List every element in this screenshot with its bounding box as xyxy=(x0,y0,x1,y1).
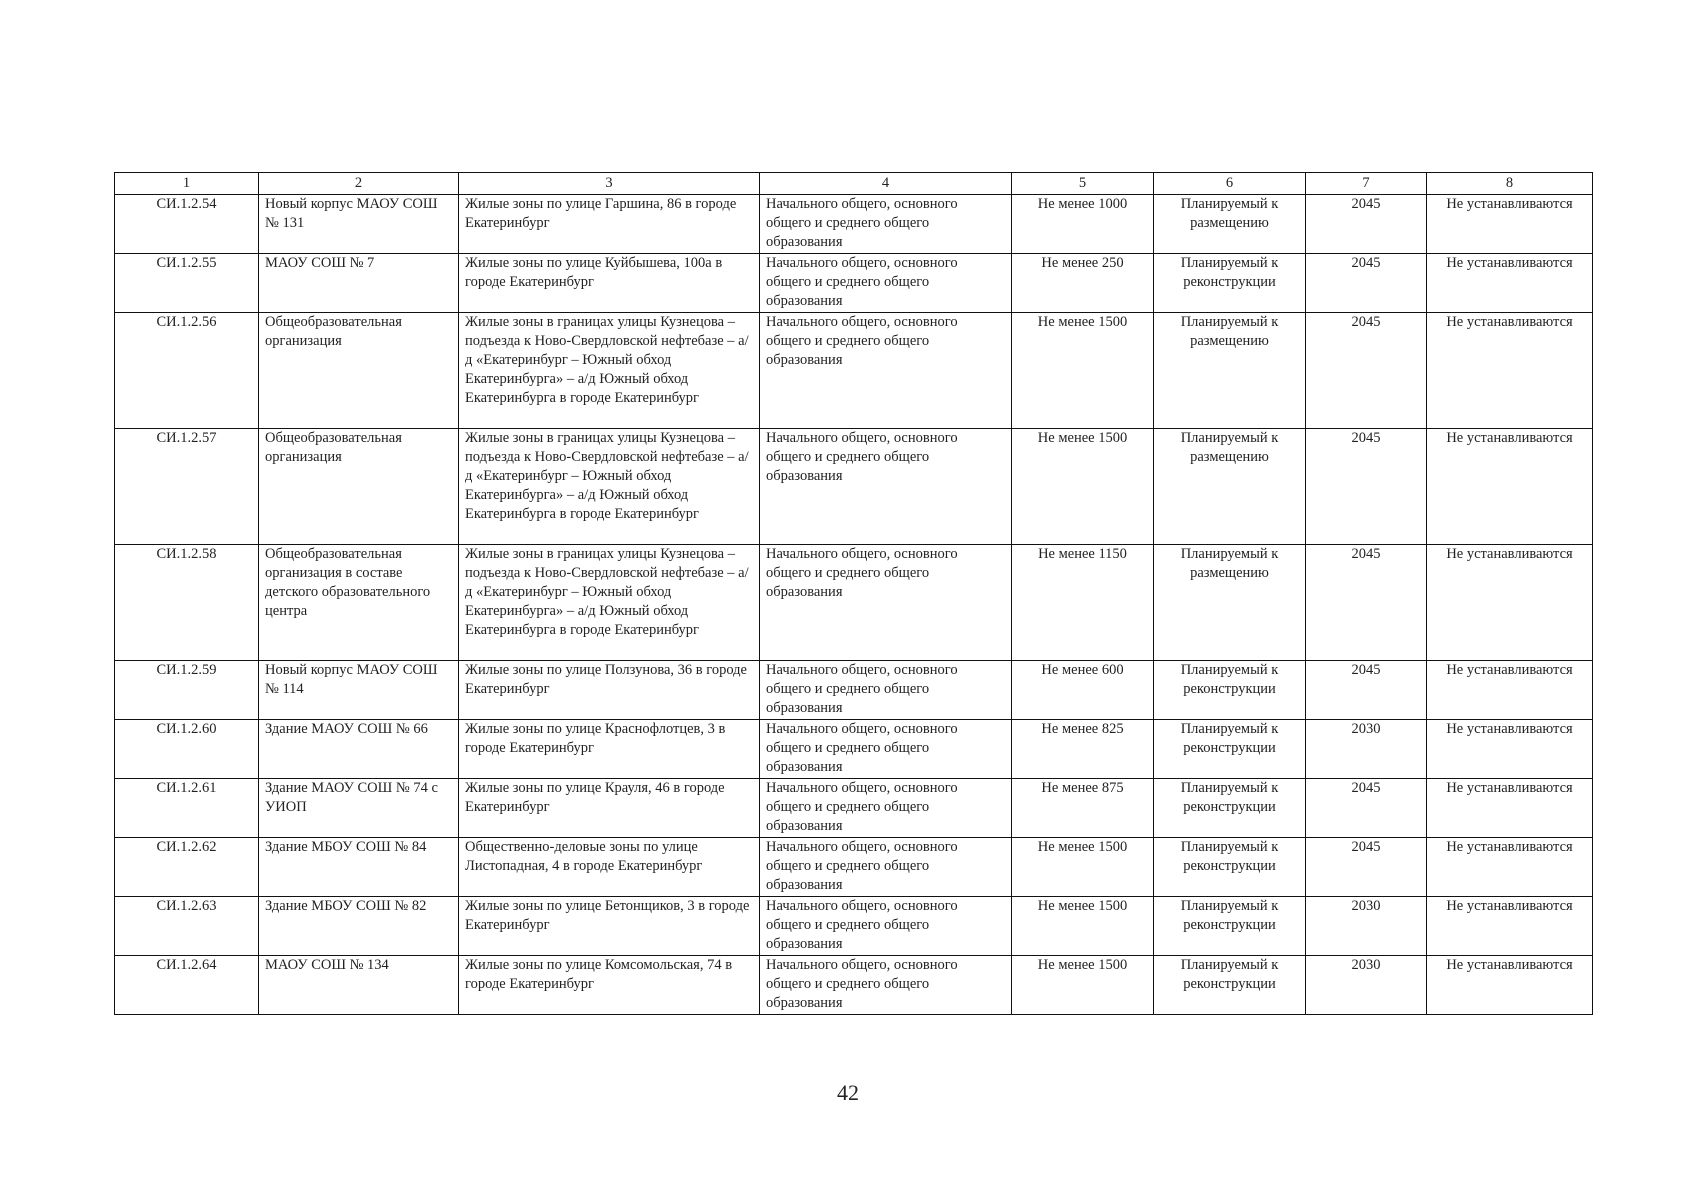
cell-capacity: Не менее 1150 xyxy=(1012,545,1154,661)
cell-status: Планируемый к размещению xyxy=(1154,429,1306,545)
table-row xyxy=(115,956,1593,1015)
cell-zone-restrictions: Не устанавливаются xyxy=(1427,720,1593,779)
header-cell-6: 6 xyxy=(1154,173,1306,195)
cell-education-level: Начального общего, основного общего и среднего общего образования xyxy=(760,254,1012,313)
cell-capacity: Не менее 1500 xyxy=(1012,838,1154,897)
cell-zone-restrictions: Не устанавливаются xyxy=(1427,545,1593,661)
cell-object-name: Новый корпус МАОУ СОШ № 114 xyxy=(259,661,459,720)
cell-object-code: СИ.1.2.57 xyxy=(115,429,259,545)
cell-object-code: СИ.1.2.55 xyxy=(115,254,259,313)
cell-zone-restrictions: Не устанавливаются xyxy=(1427,661,1593,720)
cell-object-code: СИ.1.2.59 xyxy=(115,661,259,720)
cell-education-level: Начального общего, основного общего и среднего общего образования xyxy=(760,195,1012,254)
table-row xyxy=(115,779,1593,838)
cell-object-name: МАОУ СОШ № 7 xyxy=(259,254,459,313)
cell-target-year: 2045 xyxy=(1306,661,1427,720)
header-cell-7: 7 xyxy=(1306,173,1427,195)
cell-zone-restrictions: Не устанавливаются xyxy=(1427,779,1593,838)
cell-object-name: МАОУ СОШ № 134 xyxy=(259,956,459,1015)
cell-status: Планируемый к размещению xyxy=(1154,545,1306,661)
page-number: 42 xyxy=(837,1080,859,1105)
table-row xyxy=(115,313,1593,429)
header-cell-2: 2 xyxy=(259,173,459,195)
cell-status: Планируемый к размещению xyxy=(1154,313,1306,429)
cell-zone-restrictions: Не устанавливаются xyxy=(1427,897,1593,956)
cell-zone-restrictions: Не устанавливаются xyxy=(1427,838,1593,897)
cell-status: Планируемый к реконструкции xyxy=(1154,661,1306,720)
cell-education-level: Начального общего, основного общего и среднего общего образования xyxy=(760,720,1012,779)
cell-location: Общественно-деловые зоны по улице Листопадная, 4 в городе Екатеринбург xyxy=(459,838,760,897)
cell-status: Планируемый к реконструкции xyxy=(1154,956,1306,1015)
cell-target-year: 2045 xyxy=(1306,254,1427,313)
cell-zone-restrictions: Не устанавливаются xyxy=(1427,313,1593,429)
cell-object-name: Здание МБОУ СОШ № 82 xyxy=(259,897,459,956)
cell-education-level: Начального общего, основного общего и среднего общего образования xyxy=(760,779,1012,838)
cell-location: Жилые зоны по улице Бетонщиков, 3 в городе Екатеринбург xyxy=(459,897,760,956)
cell-target-year: 2045 xyxy=(1306,429,1427,545)
cell-education-level: Начального общего, основного общего и среднего общего образования xyxy=(760,313,1012,429)
table-row xyxy=(115,545,1593,661)
cell-zone-restrictions: Не устанавливаются xyxy=(1427,956,1593,1015)
cell-capacity: Не менее 600 xyxy=(1012,661,1154,720)
cell-education-level: Начального общего, основного общего и среднего общего образования xyxy=(760,897,1012,956)
cell-location: Жилые зоны в границах улицы Кузнецова – подъезда к Ново-Свердловской нефтебазе – а/д «Екатеринбург – Южный обход Екатеринбурга» – а/д Южный обход Екатеринбурга в городе Екатеринбург xyxy=(459,313,760,429)
table-row xyxy=(115,195,1593,254)
cell-target-year: 2030 xyxy=(1306,956,1427,1015)
table-row xyxy=(115,897,1593,956)
table-row xyxy=(115,838,1593,897)
cell-target-year: 2030 xyxy=(1306,897,1427,956)
cell-location: Жилые зоны по улице Ползунова, 36 в городе Екатеринбург xyxy=(459,661,760,720)
cell-capacity: Не менее 1500 xyxy=(1012,897,1154,956)
cell-capacity: Не менее 875 xyxy=(1012,779,1154,838)
cell-status: Планируемый к размещению xyxy=(1154,195,1306,254)
cell-location: Жилые зоны по улице Краснофлотцев, 3 в городе Екатеринбург xyxy=(459,720,760,779)
cell-capacity: Не менее 1500 xyxy=(1012,429,1154,545)
table-row xyxy=(115,661,1593,720)
header-cell-8: 8 xyxy=(1427,173,1593,195)
cell-object-code: СИ.1.2.54 xyxy=(115,195,259,254)
header-cell-1: 1 xyxy=(115,173,259,195)
cell-target-year: 2030 xyxy=(1306,720,1427,779)
cell-target-year: 2045 xyxy=(1306,838,1427,897)
cell-education-level: Начального общего, основного общего и среднего общего образования xyxy=(760,838,1012,897)
cell-object-name: Общеобразовательная организация xyxy=(259,313,459,429)
table-row xyxy=(115,254,1593,313)
cell-object-code: СИ.1.2.56 xyxy=(115,313,259,429)
cell-zone-restrictions: Не устанавливаются xyxy=(1427,254,1593,313)
cell-location: Жилые зоны в границах улицы Кузнецова – подъезда к Ново-Свердловской нефтебазе – а/д «Екатеринбург – Южный обход Екатеринбурга» – а/д Южный обход Екатеринбурга в городе Екатеринбург xyxy=(459,545,760,661)
cell-capacity: Не менее 1500 xyxy=(1012,956,1154,1015)
cell-object-name: Здание МБОУ СОШ № 84 xyxy=(259,838,459,897)
cell-object-code: СИ.1.2.60 xyxy=(115,720,259,779)
cell-capacity: Не менее 1500 xyxy=(1012,313,1154,429)
cell-zone-restrictions: Не устанавливаются xyxy=(1427,429,1593,545)
table-row xyxy=(115,429,1593,545)
cell-status: Планируемый к реконструкции xyxy=(1154,720,1306,779)
cell-capacity: Не менее 1000 xyxy=(1012,195,1154,254)
cell-status: Планируемый к реконструкции xyxy=(1154,779,1306,838)
table-header-row xyxy=(115,173,1593,195)
table-row xyxy=(115,720,1593,779)
header-cell-4: 4 xyxy=(760,173,1012,195)
table-body xyxy=(115,173,1593,1015)
cell-object-code: СИ.1.2.58 xyxy=(115,545,259,661)
cell-zone-restrictions: Не устанавливаются xyxy=(1427,195,1593,254)
cell-target-year: 2045 xyxy=(1306,313,1427,429)
cell-location: Жилые зоны по улице Куйбышева, 100а в городе Екатеринбург xyxy=(459,254,760,313)
cell-target-year: 2045 xyxy=(1306,195,1427,254)
cell-status: Планируемый к реконструкции xyxy=(1154,838,1306,897)
cell-status: Планируемый к реконструкции xyxy=(1154,897,1306,956)
cell-status: Планируемый к реконструкции xyxy=(1154,254,1306,313)
cell-object-name: Общеобразовательная организация в составе детского образовательного центра xyxy=(259,545,459,661)
cell-object-code: СИ.1.2.63 xyxy=(115,897,259,956)
cell-location: Жилые зоны в границах улицы Кузнецова – подъезда к Ново-Свердловской нефтебазе – а/д «Екатеринбург – Южный обход Екатеринбурга» – а/д Южный обход Екатеринбурга в городе Екатеринбург xyxy=(459,429,760,545)
facilities-table xyxy=(114,172,1593,1015)
cell-education-level: Начального общего, основного общего и среднего общего образования xyxy=(760,661,1012,720)
cell-object-name: Здание МАОУ СОШ № 74 с УИОП xyxy=(259,779,459,838)
cell-education-level: Начального общего, основного общего и среднего общего образования xyxy=(760,545,1012,661)
cell-object-code: СИ.1.2.62 xyxy=(115,838,259,897)
cell-capacity: Не менее 825 xyxy=(1012,720,1154,779)
cell-target-year: 2045 xyxy=(1306,545,1427,661)
cell-object-code: СИ.1.2.61 xyxy=(115,779,259,838)
cell-location: Жилые зоны по улице Гаршина, 86 в городе Екатеринбург xyxy=(459,195,760,254)
cell-education-level: Начального общего, основного общего и среднего общего образования xyxy=(760,429,1012,545)
cell-object-name: Общеобразовательная организация xyxy=(259,429,459,545)
header-cell-3: 3 xyxy=(459,173,760,195)
cell-object-code: СИ.1.2.64 xyxy=(115,956,259,1015)
cell-object-name: Здание МАОУ СОШ № 66 xyxy=(259,720,459,779)
cell-target-year: 2045 xyxy=(1306,779,1427,838)
cell-capacity: Не менее 250 xyxy=(1012,254,1154,313)
cell-location: Жилые зоны по улице Крауля, 46 в городе Екатеринбург xyxy=(459,779,760,838)
cell-education-level: Начального общего, основного общего и среднего общего образования xyxy=(760,956,1012,1015)
cell-object-name: Новый корпус МАОУ СОШ № 131 xyxy=(259,195,459,254)
header-cell-5: 5 xyxy=(1012,173,1154,195)
cell-location: Жилые зоны по улице Комсомольская, 74 в городе Екатеринбург xyxy=(459,956,760,1015)
